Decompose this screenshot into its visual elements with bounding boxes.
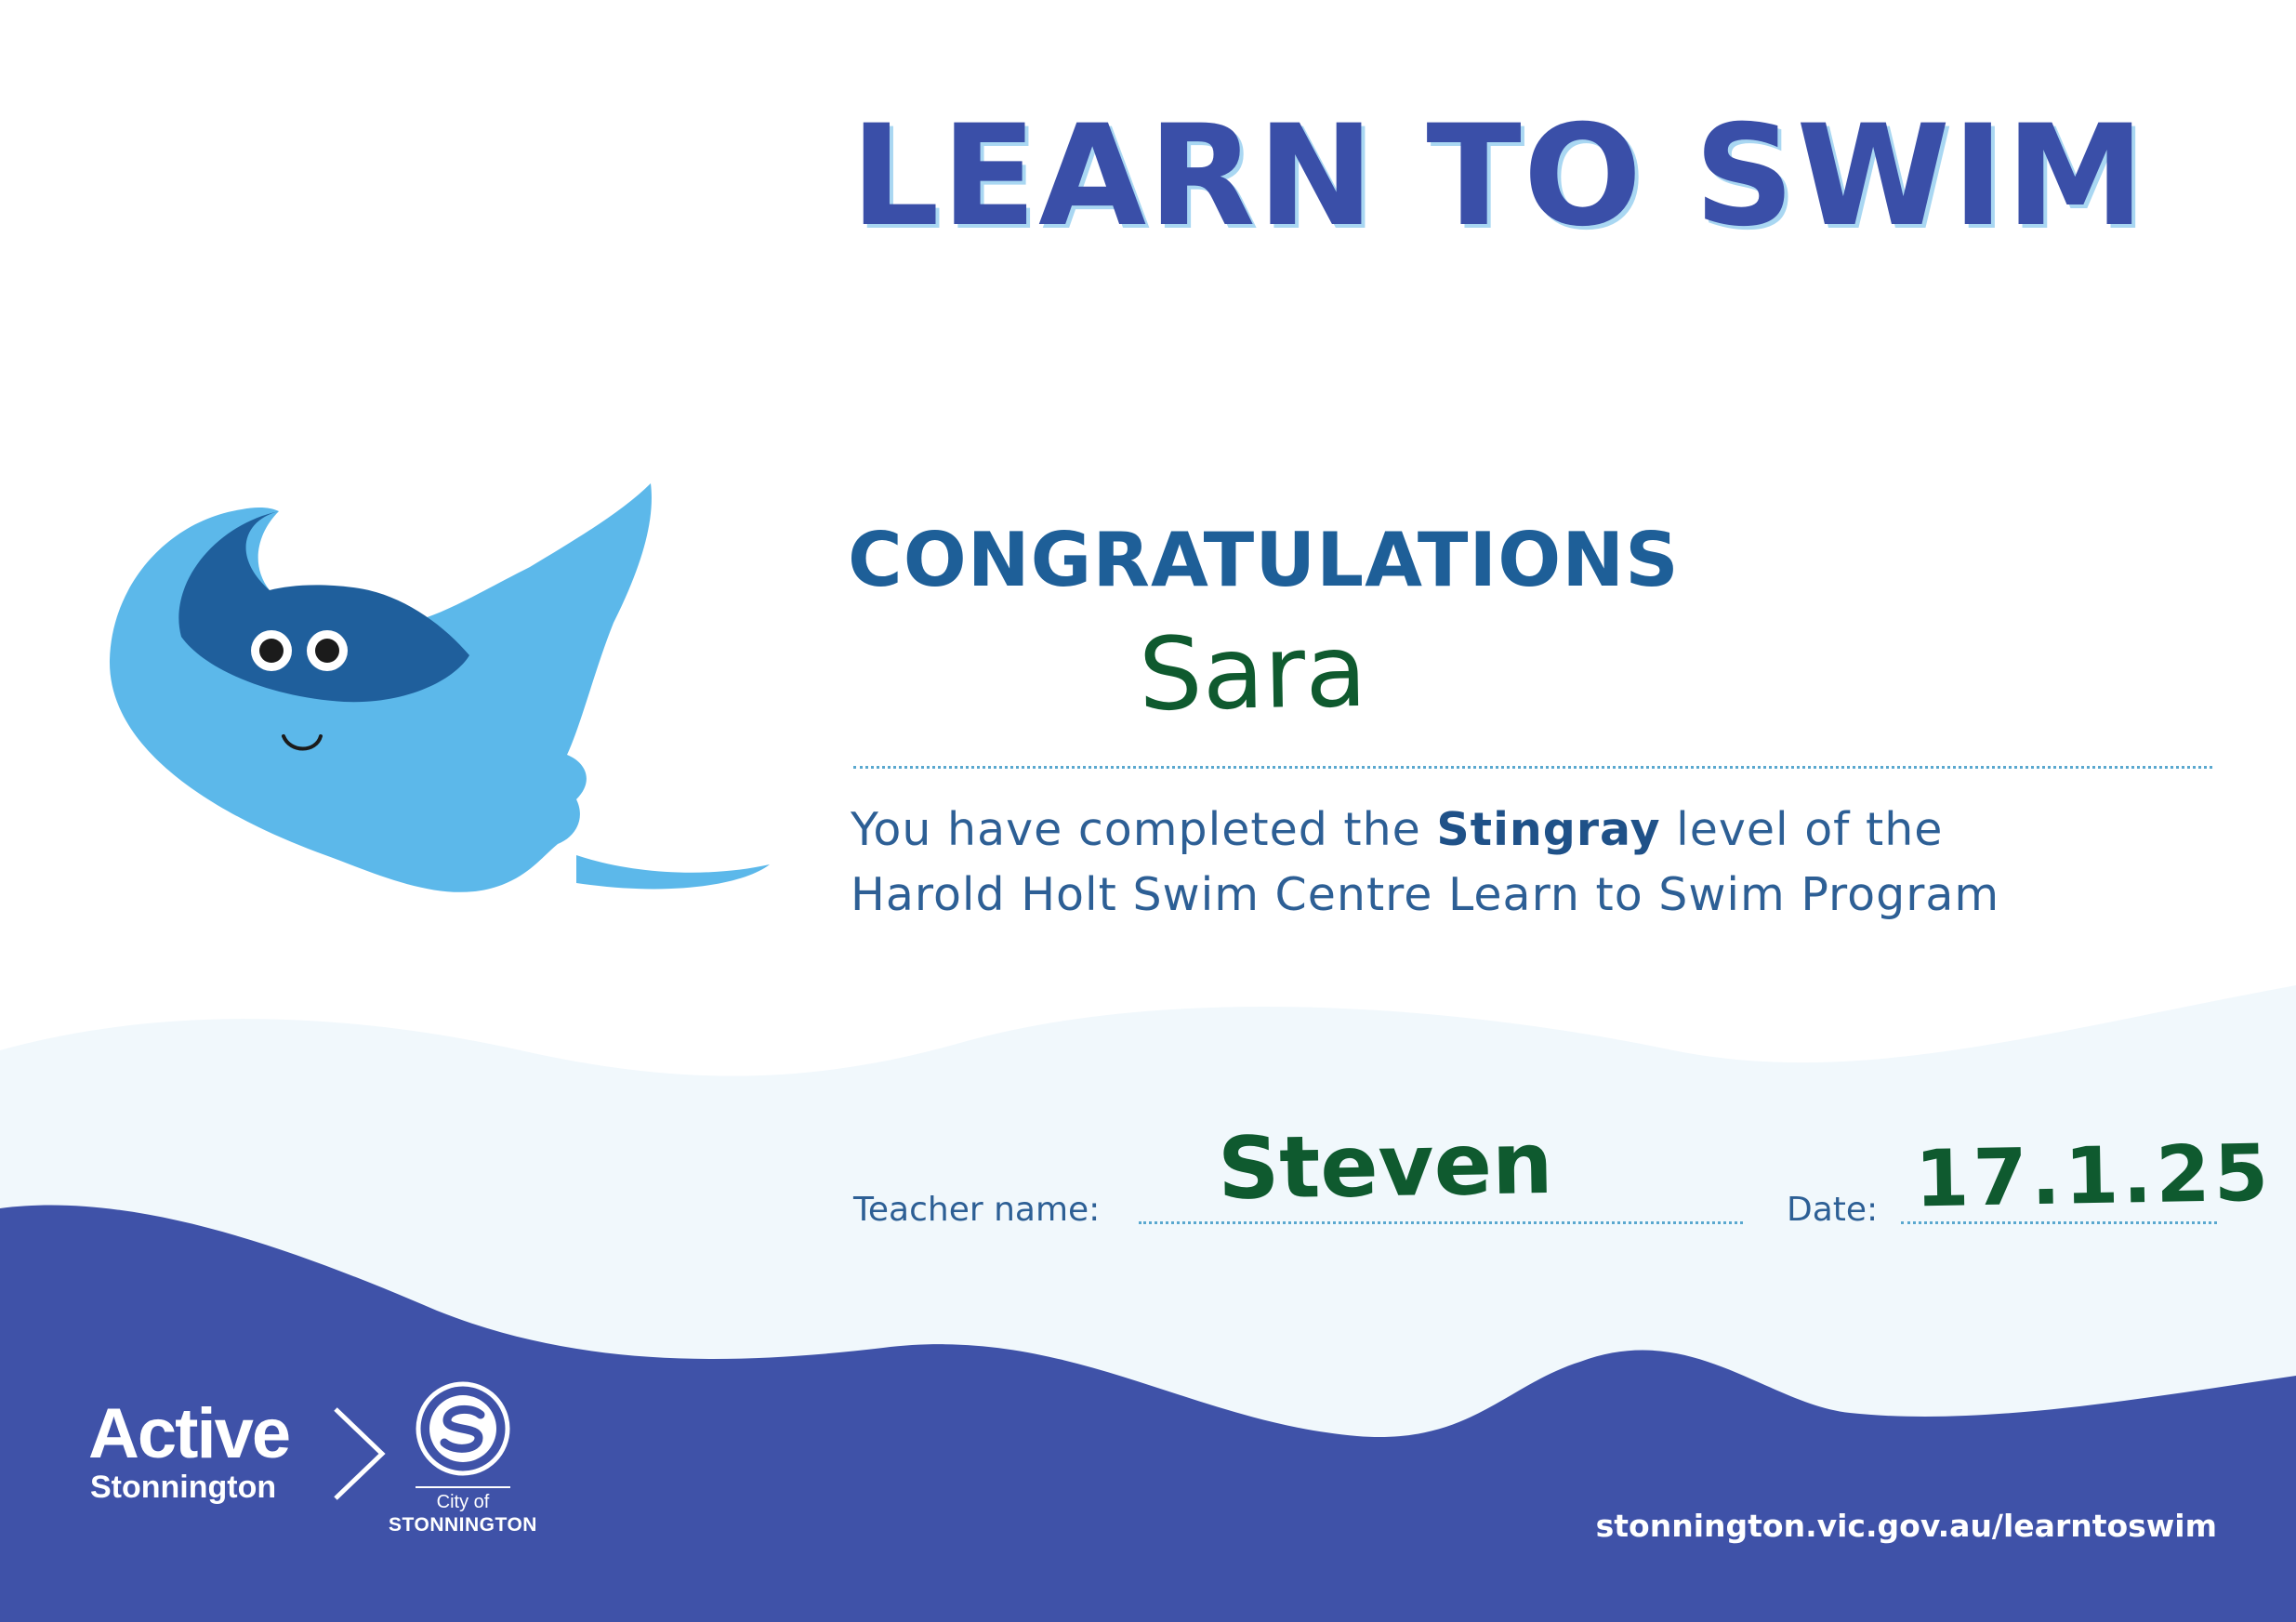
completion-line-1: You have completed the Stingray level of the — [851, 803, 1944, 856]
active-stonnington-logo: Active — [88, 1394, 290, 1473]
recipient-name-line — [853, 766, 2212, 769]
city-name-text: STONNINGTON — [389, 1514, 537, 1536]
website-link[interactable]: stonnington.vic.gov.au/learntoswim — [1595, 1508, 2217, 1544]
date-value: 17.1.25 — [1914, 1127, 2273, 1225]
congratulations-heading: CONGRATULATIONS — [848, 517, 1680, 603]
stingray-mascot-icon — [93, 483, 781, 911]
teacher-name-label: Teacher name: — [853, 1191, 1101, 1229]
active-stonnington-logo-sub: Stonnington — [90, 1470, 277, 1505]
recipient-name: Sara — [1137, 613, 1368, 734]
city-s-emblem-icon — [414, 1379, 512, 1478]
date-label: Date: — [1787, 1191, 1879, 1229]
teacher-name: Steven — [1217, 1113, 1554, 1220]
stingray-tail — [576, 855, 770, 889]
program-line: Harold Holt Swim Centre Learn to Swim Program — [851, 868, 2000, 921]
completion-statement — [851, 798, 2226, 928]
level-name: Stingray — [1436, 803, 1661, 856]
city-of-text: City of — [436, 1492, 490, 1512]
certificate-title: LEARN TO SWIM — [851, 96, 2147, 257]
city-logo-rule — [416, 1486, 510, 1488]
chevron-right-icon — [330, 1405, 388, 1502]
